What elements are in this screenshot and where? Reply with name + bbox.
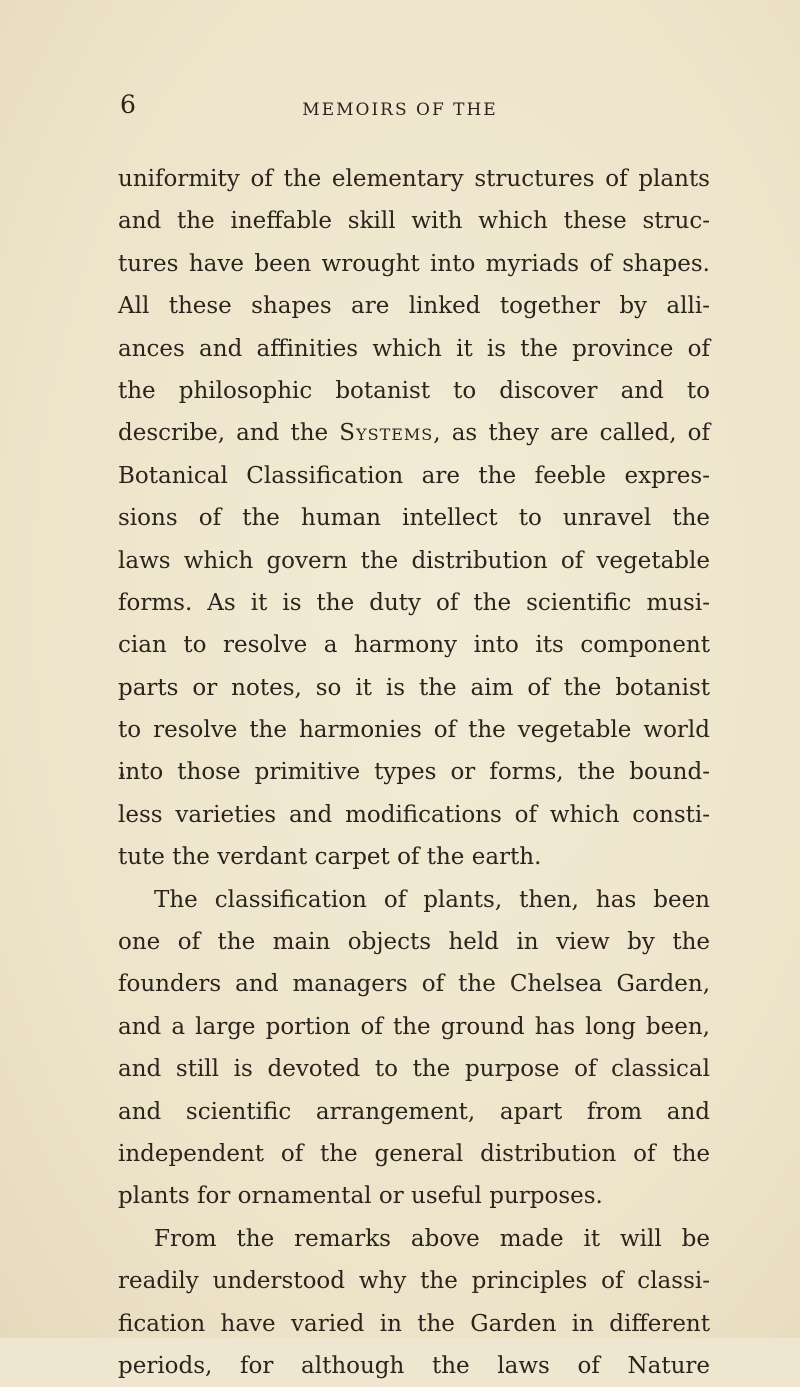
text-line: and still is devoted to the purpose of classical xyxy=(118,1056,710,1083)
text-line: and the ineffable skill with which these struc- xyxy=(118,208,710,235)
text-line: forms. As it is the duty of the scientific musi- xyxy=(118,589,710,616)
text-line: and scientific arrangement, apart from and xyxy=(118,1098,710,1125)
text-line: one of the main objects held in view by the xyxy=(118,929,710,956)
text-line: laws which govern the distribution of vegetable xyxy=(118,547,710,574)
text-line: independent of the general distribution of the xyxy=(118,1140,710,1167)
text-line: Botanical Classification are the feeble expres- xyxy=(118,462,710,489)
text-line: into those primitive types or forms, the bound- xyxy=(118,759,710,786)
text-line: cian to resolve a harmony into its component xyxy=(118,632,710,659)
text-line: uniformity of the elementary structures of plants xyxy=(118,166,710,192)
text-line: sions of the human intellect to unravel the xyxy=(118,505,710,532)
text-line: to resolve the harmonies of the vegetable world xyxy=(118,717,710,744)
text-line: ances and affinities which it is the province of xyxy=(118,335,710,362)
text-line: periods, for although the laws of Nature xyxy=(118,1352,710,1379)
body-text xyxy=(118,158,710,1387)
text-line: readily understood why the principles of classi- xyxy=(118,1268,710,1295)
text-line: All these shapes are linked together by alli- xyxy=(118,293,710,320)
text-line: plants for ornamental or useful purposes. xyxy=(118,1183,603,1210)
text-line xyxy=(118,412,710,454)
page-number: 6 xyxy=(120,90,136,119)
text-line: tures have been wrought into myriads of shapes. xyxy=(118,250,710,277)
text-line: tute the verdant carpet of the earth. xyxy=(118,844,542,871)
text-line: less varieties and modifications of which consti- xyxy=(118,801,710,828)
text-fragment: , as they are called, of xyxy=(433,420,710,447)
text-line: parts or notes, so it is the aim of the botanist xyxy=(118,674,710,701)
small-caps-term: Systems xyxy=(339,420,434,447)
running-head: MEMOIRS OF THE xyxy=(302,100,498,120)
text-line: founders and managers of the Chelsea Garden, xyxy=(118,971,710,998)
text-line: fication have varied in the Garden in different xyxy=(118,1310,710,1337)
text-fragment: describe, and the xyxy=(118,420,329,447)
text-line: the philosophic botanist to discover and to xyxy=(118,377,710,404)
text-line: From the remarks above made it will be xyxy=(154,1225,710,1252)
text-line: and a large portion of the ground has long been, xyxy=(118,1013,710,1040)
text-line: The classification of plants, then, has been xyxy=(154,886,710,913)
